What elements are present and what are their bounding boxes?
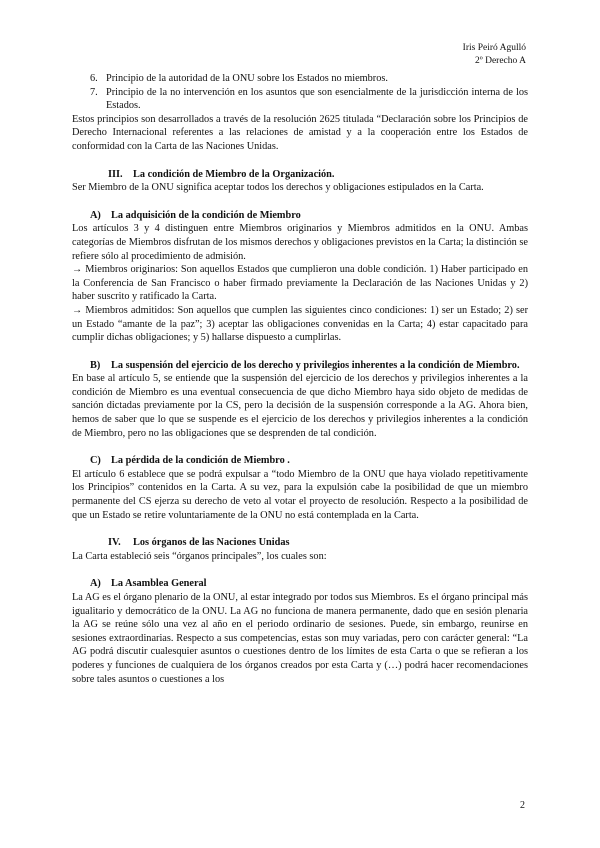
subsection-title: La Asamblea General [111, 578, 207, 590]
section-heading-iii [72, 168, 528, 182]
list-item [90, 86, 528, 113]
list-number: 7. [90, 86, 98, 98]
page-header [463, 42, 526, 67]
document-body [72, 72, 528, 686]
subsection-title: La adquisición de la condición de Miembro [111, 209, 301, 221]
paragraph: La AG es el órgano plenario de la ONU, al estar integrado por todos sus Miembros. Es el órgano principal más igualitario y democrático de la ONU. La AG no funciona de manera permanente, dado que en sesión plenaria la AG se reúne sólo una vez al año en el periodo ordinario de sesiones. Puede, sin embargo, reunirse en sesiones extraordinarias. Respecto a sus competencias, estas son muy variadas, pero con carácter general: “La AG podrá discutir cualesquier asuntos o cuestiones dentro de los límites de esta Carta o que se refieran a los poderes y funciones de cualquiera de los órganos creados por esta Carta y (…) podrá hacer recomendaciones sobre tales asuntos o cuestiones a los [72, 592, 529, 685]
paragraph: El artículo 6 establece que se podrá expulsar a “todo Miembro de la ONU que haya violado repetitivamente los Principios” contenidos en la Carta. A su vez, para la expulsión cabe la posibilidad de que un miembro permanente del CS ejerza su derecho de veto al votar el proyecto de resolución. Respecto a la posibilidad de que un Estado se retire voluntariamente de la ONU no está contemplada en la Carta. [72, 468, 528, 521]
subsection-heading-a [72, 209, 528, 223]
list-text: Principio de la no intervención en los asuntos que son esencialmente de la jurisdicción interna de los Estados. [106, 86, 528, 112]
section-heading-iv [72, 536, 528, 550]
list-item [90, 72, 528, 86]
paragraph: → Miembros admitidos: Son aquellos que cumplen las siguientes cinco condiciones: 1) ser un Estado; 2) ser un Estado “amante de la paz”; 3) aceptar las obligaciones convenidas en la Carta; 4) estar capacitado para cumplir dichas obligaciones; y 5) hallarse dispuesto a cumplirlas. [72, 304, 528, 344]
section-paragraph: La Carta estableció seis “órganos principales”, los cuales son: [72, 550, 327, 562]
subsection-heading-a2 [72, 577, 528, 591]
section-number: III. [108, 168, 123, 180]
page-number: 2 [520, 800, 525, 811]
section-paragraph: Ser Miembro de la ONU significa aceptar todos los derechos y obligaciones estipulados en la Carta. [72, 182, 484, 194]
list-number: 6. [90, 73, 98, 84]
subsection-title: La pérdida de la condición de Miembro . [111, 455, 290, 467]
subsection-number: B) [90, 359, 101, 371]
paragraph: En base al artículo 5, se entiende que la suspensión del ejercicio de los derechos y privilegios inherentes a la condición de Miembro es una eventual consecuencia de que dicho Miembro haya sido objeto de medidas de sanción dictadas previamente por la CS, pero la decisión de la suspensión corresponde a la AG. Ahora bien, hemos de saber que lo que se suspende es el ejercicio de los derechos y privilegios inherentes a la condición de Miembro, pero no las obligaciones que se desprenden de tal condición. [72, 373, 528, 439]
paragraph: → Miembros originarios: Son aquellos Estados que cumplieron una doble condición. 1) Haber participado en la Conferencia de San Francisco o haber firmado previamente la Declaración de las Naciones Unidas y 2) haber suscrito y ratificado la Carta. [72, 264, 528, 303]
section-title: La condición de Miembro de la Organización. [133, 168, 335, 180]
intro-paragraph: Estos principios son desarrollados a través de la resolución 2625 titulada “Declaración sobre los Principios de Derecho Internacional referentes a las relaciones de amistad y a la cooperación entre los Estados de conformidad con la Carta de las Naciones Unidas. [72, 113, 528, 152]
section-number: IV. [108, 537, 121, 549]
subsection-number: A) [90, 578, 101, 590]
subsection-number: C) [90, 455, 101, 467]
list-text: Principio de la autoridad de la ONU sobre los Estados no miembros. [106, 73, 388, 84]
author-name: Iris Peiró Agulló [462, 43, 526, 53]
paragraph: Los artículos 3 y 4 distinguen entre Miembros originarios y Miembros admitidos en la ONU. Ambas categorías de Miembros disfrutan de los mismos derechos y obligaciones previstos en la Carta; la distinción se refiere sólo al procedimiento de admisión. [72, 223, 528, 262]
course-label: 2º Derecho A [475, 55, 526, 66]
subsection-heading-c [72, 454, 528, 468]
subsection-title: La suspensión del ejercicio de los derecho y privilegios inherentes a la condición de Miembro. [111, 359, 520, 371]
section-title: Los órganos de las Naciones Unidas [133, 537, 290, 549]
subsection-number: A) [90, 209, 101, 221]
subsection-heading-b [72, 359, 528, 373]
